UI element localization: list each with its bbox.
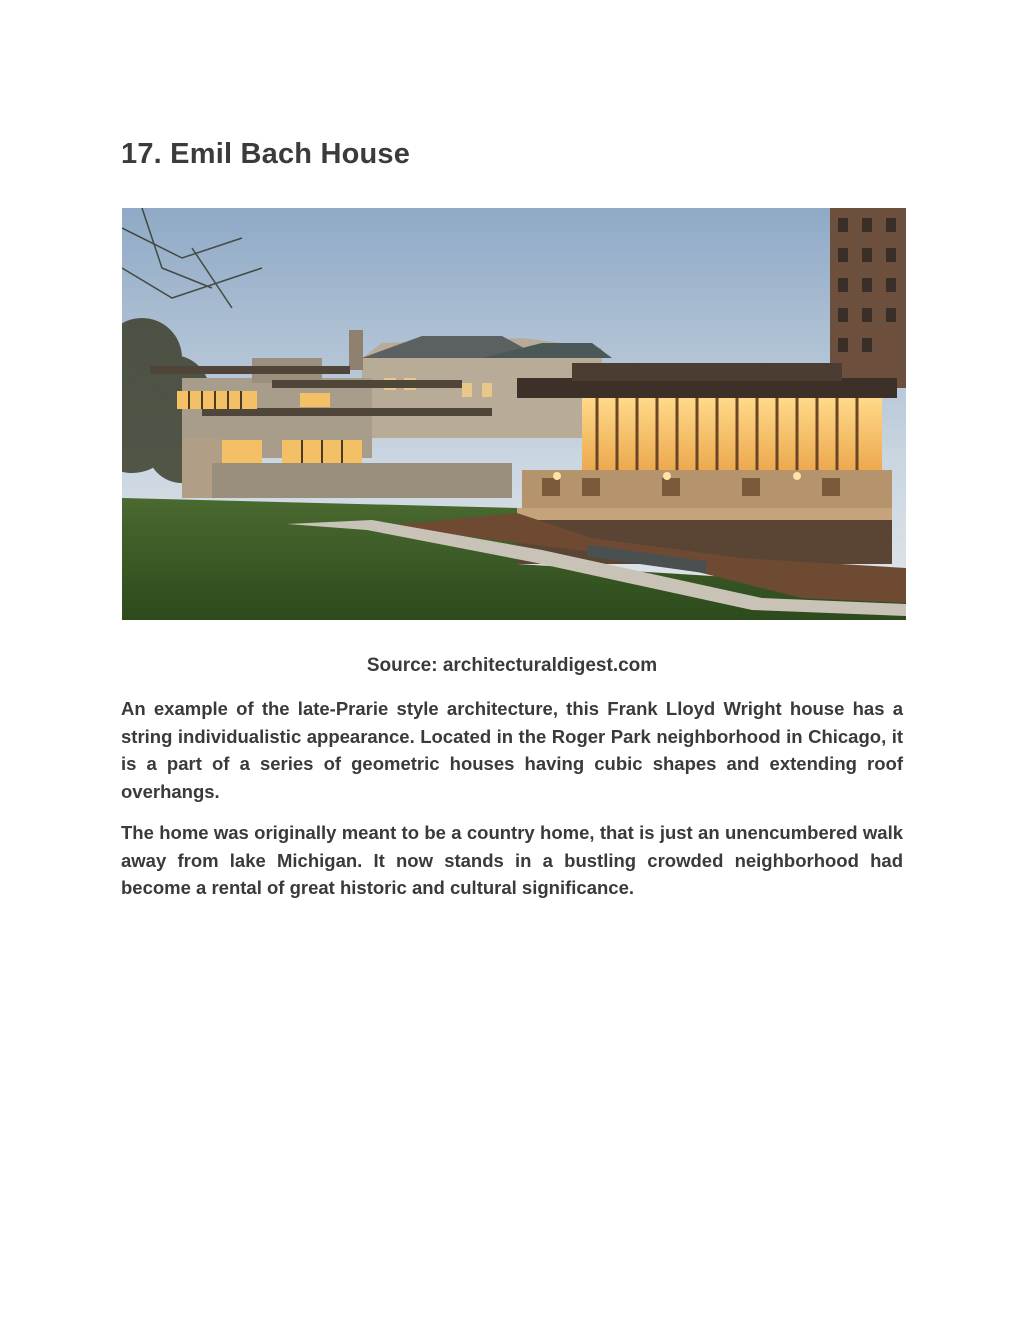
house-photo (122, 208, 906, 620)
image-source-caption: Source: architecturaldigest.com (366, 655, 658, 676)
page-title: 17. Emil Bach House (121, 138, 411, 170)
paragraph: The home was originally meant to be a country home, that is just an unencumbered walk away from lake Michigan. It now stands in a bustling crowded neighborhood had become a rental of great historic and cultural significance. (121, 822, 903, 899)
paragraph: An example of the late-Prarie style architecture, this Frank Lloyd Wright house has a string individualistic appearance. Located in the Roger Park neighborhood in Chicago, it is a part of a series of geometric houses having cubic shapes and extending roof overhangs. (121, 698, 903, 803)
